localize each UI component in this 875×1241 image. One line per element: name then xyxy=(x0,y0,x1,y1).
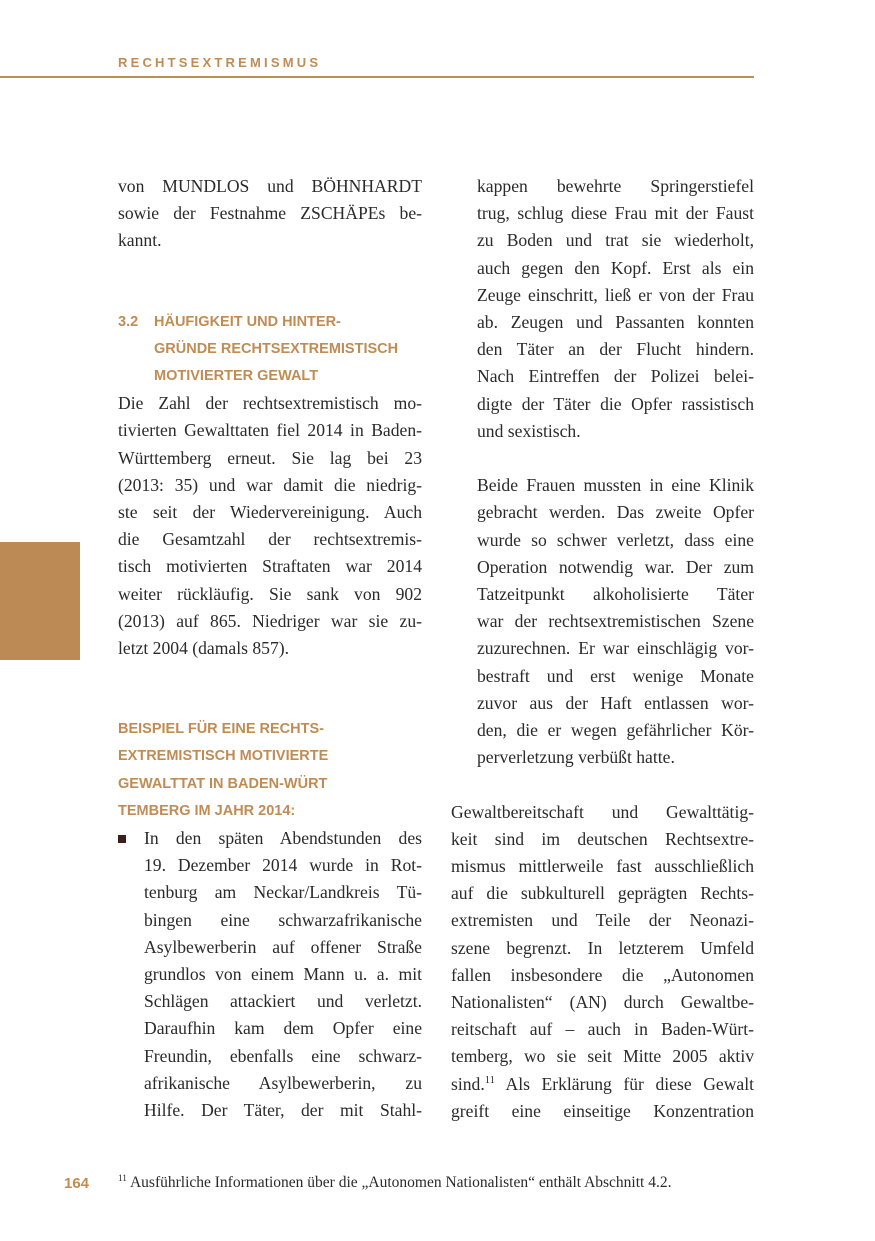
text-line: den Täter an der Flucht hindern. xyxy=(477,339,754,360)
text-line: Gewaltbereitschaft und Gewalttätig- xyxy=(451,801,754,822)
footnote-reference[interactable]: 11 xyxy=(484,1074,495,1086)
text-line: Nach Eintreffen der Polizei belei- xyxy=(477,366,754,387)
text-line: letzt 2004 (damals 857). xyxy=(118,638,290,659)
intro-paragraph xyxy=(118,173,422,255)
text-line: Schlägen attackiert und verletzt. xyxy=(144,991,422,1012)
text-line: 19. Dezember 2014 wurde in Rot- xyxy=(144,855,422,876)
text-line: tisch motivierten Straftaten war 2014 xyxy=(118,556,422,577)
section-heading xyxy=(118,309,422,391)
text-line: (2013) auf 865. Niedriger war sie zu- xyxy=(118,610,422,631)
text-line: Hilfe. Der Täter, der mit Stahl- xyxy=(144,1100,422,1121)
example-list xyxy=(118,825,422,1124)
heading-line: GRÜNDE RECHTSEXTREMISTISCH xyxy=(154,340,399,357)
chapter-side-tab xyxy=(0,542,80,660)
text-line: auch gegen den Kopf. Erst als ein xyxy=(477,257,754,278)
text-line: Daraufhin kam dem Opfer eine xyxy=(144,1018,422,1039)
page-number: 164 xyxy=(64,1175,90,1192)
text-line: greift eine einseitige Konzentration xyxy=(451,1100,754,1121)
text-line: bestraft und erst wenige Monate xyxy=(477,665,754,686)
text-line: zu Boden und trat sie wiederholt, xyxy=(477,230,754,251)
text-line: Operation notwendig war. Der zum xyxy=(477,556,754,577)
text-line-with-footnote-ref xyxy=(451,1071,754,1098)
heading-line: TEMBERG IM JAHR 2014: xyxy=(118,802,296,819)
text-line: wurde so schwer verletzt, dass eine xyxy=(477,529,754,550)
text-line: tenburg am Neckar/Landkreis Tü- xyxy=(144,882,422,903)
text-line: bingen eine schwarzafrikanische xyxy=(144,909,422,930)
text-line: afrikanische Asylbewerberin, zu xyxy=(144,1072,422,1093)
text-line: szene begrenzt. In letzterem Umfeld xyxy=(451,937,754,958)
text-line: Tatzeitpunkt alkoholisierte Täter xyxy=(477,584,754,605)
text-line: fallen insbesondere die „Autonomen xyxy=(451,964,754,985)
footnote-marker: 11 xyxy=(118,1173,127,1184)
right-column xyxy=(451,173,754,1125)
text-line: gebracht werden. Das zweite Opfer xyxy=(477,502,754,523)
text-line: mismus mittlerweile fast ausschließlich xyxy=(451,856,754,877)
text-line: grundlos von einem Mann u. a. mit xyxy=(144,964,422,985)
text-line: Asylbewerberin auf offener Straße xyxy=(144,936,422,957)
text-line: keit sind im deutschen Rechtsextre- xyxy=(451,828,754,849)
ref-line-end: Als Erklärung für diese Gewalt xyxy=(494,1073,754,1094)
footnote-text: Ausführliche Informationen über die „Autonomen Nationalisten“ enthält Abschnitt 4.2. xyxy=(126,1174,672,1191)
text-line: Zeuge einschritt, ließ er von der Frau xyxy=(477,284,754,305)
text-line: Württemberg erneut. Sie lag bei 23 xyxy=(118,447,422,468)
text-line: auf die subkulturell geprägten Rechts- xyxy=(451,883,754,904)
text-line: Freundin, ebenfalls eine schwarz- xyxy=(144,1045,422,1066)
list-item xyxy=(118,825,422,1124)
text-line: extremisten und Teile der Neonazi- xyxy=(451,910,754,931)
paragraph-gap xyxy=(451,771,754,798)
text-line: temberg, wo sie seit Mitte 2005 aktiv xyxy=(451,1046,754,1067)
text-line: zuzurechnen. Er war einschlägig vor- xyxy=(477,638,754,659)
bullet-continued-paragraph xyxy=(477,173,754,445)
text-line: perverletzung verbüßt hatte. xyxy=(477,747,675,768)
text-line: zuvor aus der Haft entlassen wor- xyxy=(477,692,754,713)
bullet-square-icon xyxy=(118,835,126,843)
text-line: von MUNDLOS und BÖHNHARDT xyxy=(118,176,422,196)
text-line: sowie der Festnahme ZSCHÄPEs be- xyxy=(118,203,422,224)
heading-line: GEWALTTAT IN BADEN-WÜRT xyxy=(118,775,328,792)
left-column xyxy=(118,173,422,1124)
text-line: (2013: 35) und war damit die niedrig- xyxy=(118,474,422,495)
header-rule xyxy=(0,76,754,78)
paragraph-gap xyxy=(477,445,754,472)
section-title xyxy=(154,309,398,391)
bullet-continuation xyxy=(451,173,754,771)
heading-line: MOTIVIERTER GEWALT xyxy=(154,368,319,385)
footnote xyxy=(118,1172,768,1194)
running-head: RECHTSEXTREMISMUS xyxy=(118,55,322,70)
text-line: weiter rückläufig. Sie sank von 902 xyxy=(118,583,422,604)
text-line: Nationalisten“ (AN) durch Gewaltbe- xyxy=(451,992,754,1013)
text-line: und sexistisch. xyxy=(477,420,581,441)
text-line: kappen bewehrte Springerstiefel xyxy=(477,176,754,196)
text-line: war der rechtsextremistischen Szene xyxy=(477,611,754,632)
text-line: Beide Frauen mussten in eine Klinik xyxy=(477,475,754,496)
text-line: digte der Täter die Opfer rassistisch xyxy=(477,393,754,414)
heading-line: HÄUFIGKEIT UND HINTER- xyxy=(154,313,341,330)
text-line: tivierten Gewalttaten fiel 2014 in Baden- xyxy=(118,420,422,441)
heading-line: BEISPIEL FÜR EINE RECHTS- xyxy=(118,721,324,738)
text-line: den, die er wegen gefährlicher Kör- xyxy=(477,720,754,741)
text-line: ab. Zeugen und Passanten konnten xyxy=(477,312,754,333)
example-heading xyxy=(118,716,422,825)
text-line: reitschaft auf – auch in Baden-Würt- xyxy=(451,1019,754,1040)
text-line: ste seit der Wiedervereinigung. Auch xyxy=(118,502,422,523)
bullet-paragraph xyxy=(144,825,422,1124)
section-number: 3.2 xyxy=(118,313,139,330)
heading-line: EXTREMISTISCH MOTIVIERTE xyxy=(118,748,329,765)
section-paragraph xyxy=(118,390,422,662)
text-line: kannt. xyxy=(118,230,162,251)
bullet-second-paragraph xyxy=(477,472,754,771)
text-line: In den späten Abendstunden des xyxy=(144,828,422,849)
text-line: die Gesamtzahl der rechtsextremis- xyxy=(118,529,422,550)
text-line: Die Zahl der rechtsextremistisch mo- xyxy=(118,393,422,414)
ref-line-start: sind. xyxy=(451,1073,485,1094)
text-line: trug, schlug diese Frau mit der Faust xyxy=(477,203,754,224)
body-paragraph xyxy=(451,799,754,1125)
